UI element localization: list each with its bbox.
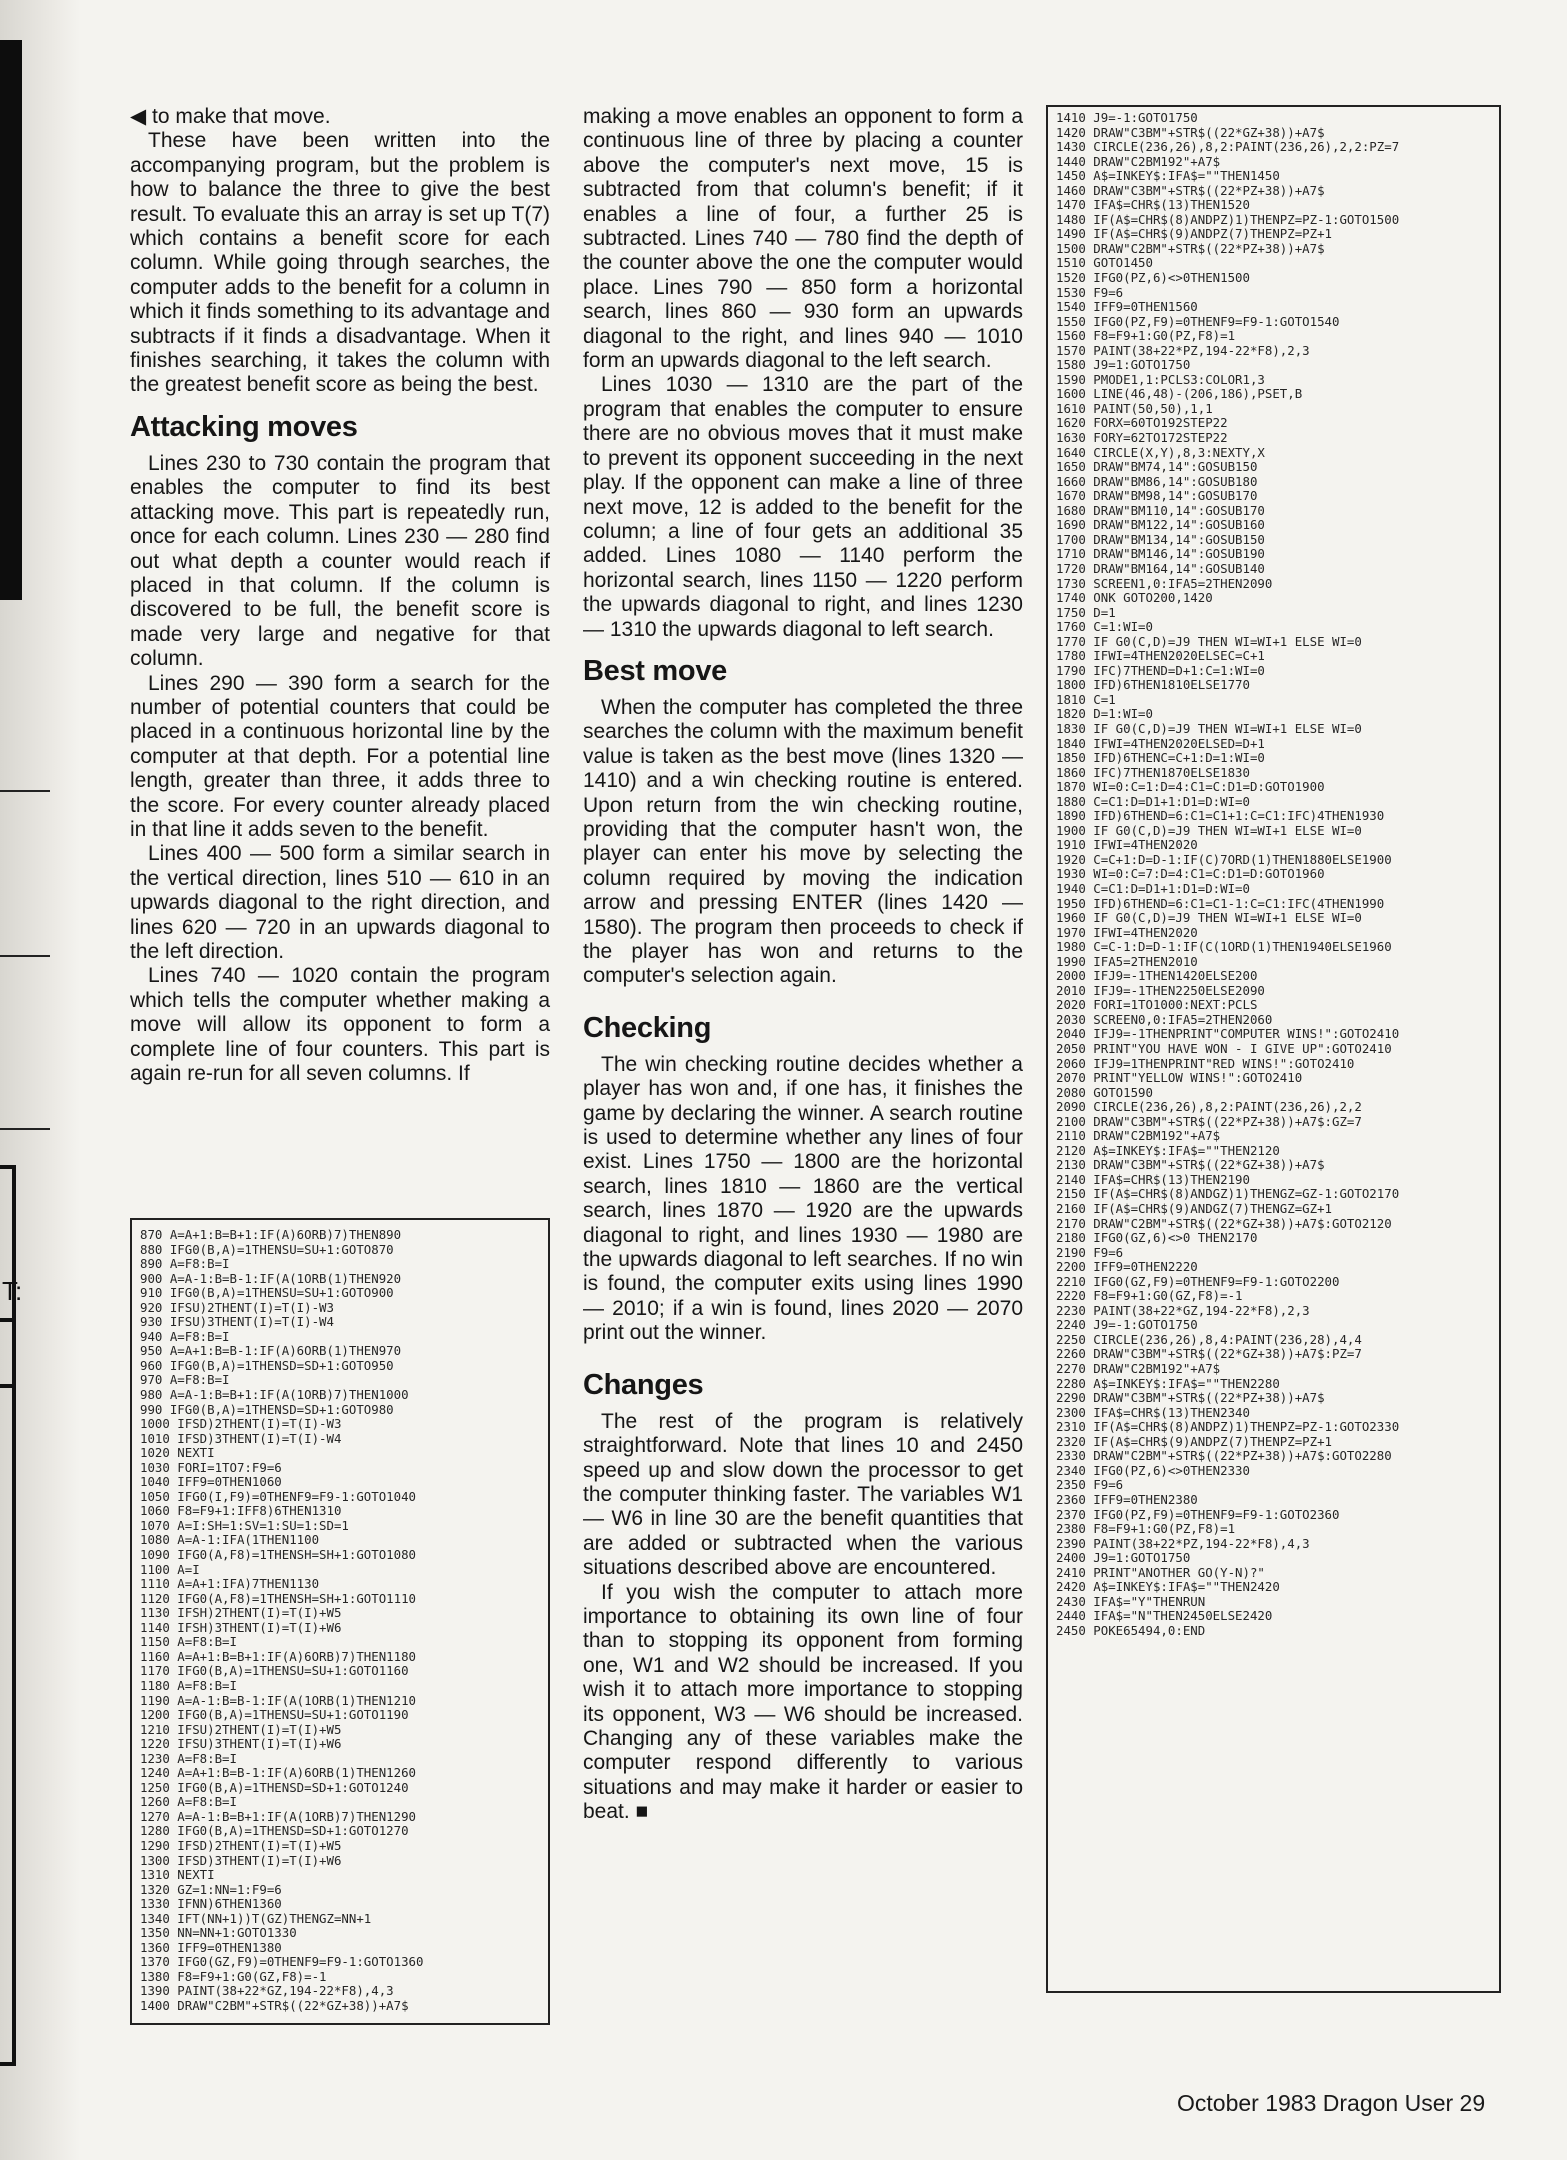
code-line: 1830 IF G0(C,D)=J9 THEN WI=WI+1 ELSE WI=0: [1056, 720, 1362, 736]
code-line: 1050 IFG0(I,F9)=0THENF9=F9-1:GOTO1040: [140, 1488, 417, 1504]
code-line: 1960 IF G0(C,D)=J9 THEN WI=WI+1 ELSE WI=0: [1056, 910, 1362, 926]
code-line: 1260 A=F8:B=I: [140, 1794, 237, 1810]
code-line: 950 A=A+1:B=B-1:IF(A)6ORB(1)THEN970: [140, 1343, 402, 1359]
code-line: 1840 IFWI=4THEN2020ELSED=D+1: [1056, 735, 1265, 751]
code-line: 2110 DRAW"C2BM192"+A7$: [1056, 1128, 1221, 1144]
body-paragraph: If you wish the computer to attach more importance to obtaining its own line of four than to stopping its opponent from forming one, W1 and W2 should be increased. If you wish it to attach more importance to stopping its opponent, W3 — W6 should be increased. Changing any of these variables make the computer respond differently to various situations and may make it harder or easier to beat. ■: [583, 1580, 1023, 1824]
code-line: 1150 A=F8:B=I: [140, 1634, 237, 1650]
code-line: 2040 IFJ9=-1THENPRINT"COMPUTER WINS!":GOTO2410: [1056, 1026, 1400, 1042]
body-paragraph: These have been written into the accompanying program, but the problem is how to balance the three to give the best result. To evaluate this an array is set up T(7) which contains a benefit score for each column. While going through searches, the computer adds to the benefit for a column in which it finds something to its advantage and subtracts if it finds a disadvantage. When it finishes searching, it takes the column with the greatest benefit score as being the best.: [130, 129, 550, 397]
code-line: 1470 IFA$=CHR$(13)THEN1520: [1056, 197, 1250, 213]
code-line: 2030 SCREEN0,0:IFA5=2THEN2060: [1056, 1011, 1273, 1027]
code-line: 2130 DRAW"C3BM"+STR$((22*GZ+38))+A7$: [1056, 1157, 1325, 1173]
code-line: 2260 DRAW"C3BM"+STR$((22*GZ+38))+A7$:PZ=7: [1056, 1346, 1362, 1362]
code-line: 1430 CIRCLE(236,26),8,2:PAINT(236,26),2,2:PZ=7: [1056, 139, 1400, 155]
code-listing-lines-2: [1056, 111, 1491, 1638]
code-line: 930 IFSU)3THENT(I)=T(I)-W4: [140, 1314, 334, 1330]
body-paragraph: Lines 1030 — 1310 are the part of the program that enables the computer to ensure there are no obvious moves that it must make to prevent its opponent succeeding in the next play. If the opponent can make a line of three next move, 12 is added to the benefit for the column; a line of four gets an additional 35 added. Lines 1080 — 1140 perform the horizontal search, lines 1150 — 1220 perform the upwards diagonal to right, and lines 1230 — 1310 the upwards diagonal to left search.: [583, 373, 1023, 641]
code-line: 2420 A$=INKEY$:IFA$=""THEN2420: [1056, 1579, 1280, 1595]
code-line: 1750 D=1: [1056, 604, 1116, 620]
code-line: 2380 F8=F9+1:G0(PZ,F8)=1: [1056, 1521, 1236, 1537]
code-line: 870 A=A+1:B=B+1:IF(A)6ORB)7)THEN890: [140, 1227, 402, 1242]
code-line: 1570 PAINT(38+22*PZ,194-22*F8),2,3: [1056, 342, 1310, 358]
code-line: 2330 DRAW"C2BM"+STR$((22*PZ+38))+A7$:GOTO2280: [1056, 1448, 1392, 1464]
code-line: 1200 IFG0(B,A)=1THENSU=SU+1:GOTO1190: [140, 1707, 409, 1723]
code-line: 2060 IFJ9=1THENPRINT"RED WINS!":GOTO2410: [1056, 1055, 1355, 1071]
article-column-1: [130, 105, 550, 1086]
code-line: 1730 SCREEN1,0:IFA5=2THEN2090: [1056, 575, 1273, 591]
code-line: 1910 IFWI=4THEN2020: [1056, 837, 1198, 853]
body-paragraph: making a move enables an opponent to form a continuous line of three by placing a counter above the computer's next move, 15 is subtracted from that column's benefit; if it enables a line of four, a further 25 is subtracted. Lines 740 — 780 find the depth of the counter above the one the computer would place. Lines 790 — 850 form a horizontal search, lines 860 — 930 form an upwards diagonal to the right, and lines 940 — 1010 form an upwards diagonal to the left search.: [583, 105, 1023, 373]
code-line: 890 A=F8:B=I: [140, 1256, 230, 1272]
code-line: 1410 J9=-1:GOTO1750: [1056, 110, 1198, 125]
code-listing-box-2: [1046, 105, 1501, 1993]
code-line: 1400 DRAW"C2BM"+STR$((22*GZ+38))+A7$: [140, 1997, 409, 2013]
code-line: 1420 DRAW"C3BM"+STR$((22*GZ+38))+A7$: [1056, 124, 1325, 140]
code-line: 2440 IFA$="N"THEN2450ELSE2420: [1056, 1608, 1273, 1624]
code-line: 2090 CIRCLE(236,26),8,2:PAINT(236,26),2,2: [1056, 1099, 1362, 1115]
code-line: 2180 IFG0(GZ,6)<>0 THEN2170: [1056, 1230, 1258, 1246]
section-heading-attacking-moves: Attacking moves: [130, 410, 358, 443]
code-line: 2240 J9=-1:GOTO1750: [1056, 1317, 1198, 1333]
code-line: 1970 IFWI=4THEN2020: [1056, 924, 1198, 940]
code-line: 1660 DRAW"BM86,14":GOSUB180: [1056, 473, 1258, 489]
code-line: 1770 IF G0(C,D)=J9 THEN WI=WI+1 ELSE WI=0: [1056, 633, 1362, 649]
code-line: 2350 F9=6: [1056, 1477, 1124, 1493]
code-line: 1010 IFSD)3THENT(I)=T(I)-W4: [140, 1430, 342, 1446]
code-line: 1440 DRAW"C2BM192"+A7$: [1056, 153, 1221, 169]
code-line: 1700 DRAW"BM134,14":GOSUB150: [1056, 531, 1265, 547]
code-line: 1620 FORX=60TO192STEP22: [1056, 415, 1228, 431]
code-line: 2450 POKE65494,0:END: [1056, 1622, 1206, 1638]
code-line: 1120 IFG0(A,F8)=1THENSH=SH+1:GOTO1110: [140, 1590, 417, 1606]
code-line: 1490 IF(A$=CHR$(9)ANDPZ(7)THENPZ=PZ+1: [1056, 226, 1333, 242]
code-line: 1070 A=I:SH=1:SV=1:SU=1:SD=1: [140, 1517, 349, 1533]
body-paragraph: Lines 740 — 1020 contain the program which tells the computer whether making a move will allow its opponent to form a complete line of four counters. This part is again re-run for all seven columns. If: [130, 964, 550, 1086]
code-line: 1760 C=1:WI=0: [1056, 619, 1153, 635]
body-paragraph: The win checking routine decides whether a player has won and, if one has, it finishes the game by declaring the winner. A search routine is used to determine whether any lines of four exist. Lines 1750 — 1800 are the horizontal search, lines 1810 — 1860 are the vertical search, lines 1870 — 1920 are the upwards diagonal to right, and lines 1930 — 1980 are the upwards diagonal to left searches. If no win is found, the computer exits using lines 1990 — 2010; if a win is found, lines 2020 — 2070 print out the winner.: [583, 1052, 1023, 1345]
body-paragraph: Lines 230 to 730 contain the program that enables the computer to find its best attacking move. This part is repeatedly run, once for each column. Lines 230 — 280 find out what depth a counter would reach if placed in that column. If the column is discovered to be full, the benefit score is made very large and negative for that column.: [130, 451, 550, 671]
code-line: 1740 ONK GOTO200,1420: [1056, 590, 1213, 606]
code-line: 1390 PAINT(38+22*GZ,194-22*F8),4,3: [140, 1983, 394, 1999]
code-line: 1580 J9=1:GOTO1750: [1056, 357, 1191, 373]
code-line: 2190 F9=6: [1056, 1244, 1124, 1260]
code-line: 1080 A=A-1:IFA(1THEN1100: [140, 1532, 320, 1548]
code-line: 2390 PAINT(38+22*PZ,194-22*F8),4,3: [1056, 1535, 1310, 1551]
code-line: 2270 DRAW"C2BM192"+A7$: [1056, 1361, 1221, 1377]
code-line: 1300 IFSD)3THENT(I)=T(I)+W6: [140, 1852, 342, 1868]
code-line: 1930 WI=0:C=7:D=4:C1=C:D1=D:GOTO1960: [1056, 866, 1325, 882]
code-line: 2280 A$=INKEY$:IFA$=""THEN2280: [1056, 1375, 1280, 1391]
code-line: 1790 IFC)7THEND=D+1:C=1:WI=0: [1056, 662, 1265, 678]
code-line: 1350 NN=NN+1:GOTO1330: [140, 1925, 297, 1941]
edge-letter: T:: [2, 1276, 23, 1306]
code-line: 2430 IFA$="Y"THENRUN: [1056, 1593, 1206, 1609]
code-line: 1130 IFSH)2THENT(I)=T(I)+W5: [140, 1605, 342, 1621]
code-line: 1610 PAINT(50,50),1,1: [1056, 400, 1213, 416]
page-footer: October 1983 Dragon User 29: [1177, 2090, 1486, 2116]
code-line: 1720 DRAW"BM164,14":GOSUB140: [1056, 560, 1265, 576]
body-paragraph: The rest of the program is relatively straightforward. Note that lines 10 and 2450 speed up and slow down the processor to get the computer thinking faster. The variables W1 — W6 in line 30 are the benefit quantities that are added or subtracted when the various situations described above are encountered.: [583, 1409, 1023, 1580]
code-line: 1980 C=C-1:D=D-1:IF(C(1ORD(1)THEN1940ELSE1960: [1056, 939, 1392, 955]
body-paragraph: When the computer has completed the three searches the column with the maximum benefit value is taken as the best move (lines 1320 — 1410) and a win checking routine is entered. Upon return from the win checking routine, providing that the computer hasn't won, the player can enter his move by selecting the column required by moving the indication arrow and pressing ENTER (lines 1420 —1580). The program then proceeds to check if the player has won and returns to the computer's selection again.: [583, 695, 1023, 988]
black-edge-tab: [0, 40, 22, 600]
code-line: 1190 A=A-1:B=B-1:IF(A(1ORB(1)THEN1210: [140, 1692, 417, 1708]
code-line: 1520 IFG0(PZ,6)<>0THEN1500: [1056, 270, 1250, 286]
code-line: 2140 IFA$=CHR$(13)THEN2190: [1056, 1171, 1250, 1187]
code-line: 2210 IFG0(GZ,F9)=0THENF9=F9-1:GOTO2200: [1056, 1273, 1340, 1289]
edge-rule: [0, 1128, 50, 1130]
code-line: 1560 F8=F9+1:G0(PZ,F8)=1: [1056, 328, 1236, 344]
code-line: 1590 PMODE1,1:PCLS3:COLOR1,3: [1056, 371, 1265, 387]
code-line: 2310 IF(A$=CHR$(8)ANDPZ)1)THENPZ=PZ-1:GOTO2330: [1056, 1419, 1400, 1435]
code-line: 2170 DRAW"C2BM"+STR$((22*GZ+38))+A7$:GOTO2120: [1056, 1215, 1392, 1231]
code-line: 2300 IFA$=CHR$(13)THEN2340: [1056, 1404, 1250, 1420]
code-line: 1690 DRAW"BM122,14":GOSUB160: [1056, 517, 1265, 533]
code-line: 2340 IFG0(PZ,6)<>0THEN2330: [1056, 1462, 1250, 1478]
code-line: 1210 IFSU)2THENT(I)=T(I)+W5: [140, 1721, 342, 1737]
code-line: 990 IFG0(B,A)=1THENSD=SD+1:GOTO980: [140, 1401, 394, 1417]
code-line: 2120 A$=INKEY$:IFA$=""THEN2120: [1056, 1142, 1280, 1158]
code-line: 1250 IFG0(B,A)=1THENSD=SD+1:GOTO1240: [140, 1779, 409, 1795]
code-line: 1380 F8=F9+1:G0(GZ,F8)=-1: [140, 1968, 327, 1984]
edge-rule: [0, 955, 50, 957]
code-line: 1020 NEXTI: [140, 1445, 215, 1461]
code-line: 920 IFSU)2THENT(I)=T(I)-W3: [140, 1299, 334, 1315]
code-line: 1320 GZ=1:NN=1:F9=6: [140, 1881, 282, 1897]
code-line: 1530 F9=6: [1056, 284, 1124, 300]
code-line: 1230 A=F8:B=I: [140, 1750, 237, 1766]
code-line: 1990 IFA5=2THEN2010: [1056, 953, 1198, 969]
code-line: 1040 IFF9=0THEN1060: [140, 1474, 282, 1490]
code-line: 1030 FORI=1TO7:F9=6: [140, 1459, 282, 1475]
code-line: 1950 IFD)6THEND=6:C1=C1-1:C=C1:IFC(4THEN1990: [1056, 895, 1385, 911]
code-line: 1860 IFC)7THEN1870ELSE1830: [1056, 764, 1250, 780]
code-line: 1060 F8=F9+1:IFF8)6THEN1310: [140, 1503, 342, 1519]
code-line: 1330 IFNN)6THEN1360: [140, 1896, 282, 1912]
code-line: 1340 IFT(NN+1))T(GZ)THENGZ=NN+1: [140, 1910, 372, 1926]
code-line: 1670 DRAW"BM98,14":GOSUB170: [1056, 488, 1258, 504]
code-line: 2250 CIRCLE(236,26),8,4:PAINT(236,28),4,4: [1056, 1331, 1362, 1347]
code-line: 2050 PRINT"YOU HAVE WON - I GIVE UP":GOTO2410: [1056, 1041, 1392, 1056]
code-line: 2020 FORI=1TO1000:NEXT:PCLS: [1056, 997, 1258, 1013]
code-line: 2290 DRAW"C3BM"+STR$((22*PZ+38))+A7$: [1056, 1390, 1325, 1406]
code-line: 2200 IFF9=0THEN2220: [1056, 1259, 1198, 1275]
code-line: 1090 IFG0(A,F8)=1THENSH=SH+1:GOTO1080: [140, 1547, 417, 1563]
code-line: 1270 A=A-1:B=B+1:IF(A(1ORB)7)THEN1290: [140, 1808, 417, 1824]
code-line: 2000 IFJ9=-1THEN1420ELSE200: [1056, 968, 1258, 984]
code-line: 1630 FORY=62TO172STEP22: [1056, 430, 1228, 446]
code-line: 1900 IF G0(C,D)=J9 THEN WI=WI+1 ELSE WI=0: [1056, 822, 1362, 838]
code-line: 1170 IFG0(B,A)=1THENSU=SU+1:GOTO1160: [140, 1663, 409, 1679]
code-line: 1500 DRAW"C2BM"+STR$((22*PZ+38))+A7$: [1056, 240, 1325, 256]
code-line: 1220 IFSU)3THENT(I)=T(I)+W6: [140, 1736, 342, 1752]
code-line: 2400 J9=1:GOTO1750: [1056, 1550, 1191, 1566]
code-line: 1870 WI=0:C=1:D=4:C1=C:D1=D:GOTO1900: [1056, 779, 1325, 795]
edge-bracket: [0, 1318, 16, 2066]
code-line: 1460 DRAW"C3BM"+STR$((22*PZ+38))+A7$: [1056, 182, 1325, 198]
code-line: 2220 F8=F9+1:G0(GZ,F8)=-1: [1056, 1288, 1243, 1304]
code-line: 1640 CIRCLE(X,Y),8,3:NEXTY,X: [1056, 444, 1265, 460]
body-paragraph: Lines 290 — 390 form a search for the number of potential counters that could be placed in a continuous horizontal line by the computer at that depth. For a potential line length, greater than three, it adds three to the score. For every counter already placed in that line it adds seven to the benefit.: [130, 671, 550, 841]
code-line: 900 A=A-1:B=B-1:IF(A(1ORB(1)THEN920: [140, 1270, 402, 1286]
code-line: 2160 IF(A$=CHR$(9)ANDGZ(7)THENGZ=GZ+1: [1056, 1201, 1333, 1217]
section-heading-changes: Changes: [583, 1368, 704, 1401]
code-line: 2080 GOTO1590: [1056, 1084, 1153, 1100]
code-line: 1940 C=C1:D=D1+1:D1=D:WI=0: [1056, 880, 1250, 896]
code-line: 1370 IFG0(GZ,F9)=0THENF9=F9-1:GOTO1360: [140, 1954, 424, 1970]
code-line: 2150 IF(A$=CHR$(8)ANDGZ)1)THENGZ=GZ-1:GOTO2170: [1056, 1186, 1400, 1202]
code-line: 1360 IFF9=0THEN1380: [140, 1939, 282, 1955]
code-line: 1820 D=1:WI=0: [1056, 706, 1153, 722]
code-line: 2370 IFG0(PZ,F9)=0THENF9=F9-1:GOTO2360: [1056, 1506, 1340, 1522]
code-line: 1310 NEXTI: [140, 1867, 215, 1883]
code-line: 1920 C=C+1:D=D-1:IF(C)7ORD(1)THEN1880ELSE1900: [1056, 851, 1392, 867]
code-line: 1480 IF(A$=CHR$(8)ANDPZ)1)THENPZ=PZ-1:GOTO1500: [1056, 211, 1400, 227]
code-line: 2100 DRAW"C3BM"+STR$((22*PZ+38))+A7$:GZ=7: [1056, 1113, 1362, 1129]
code-line: 1880 C=C1:D=D1+1:D1=D:WI=0: [1056, 793, 1250, 809]
code-line: 910 IFG0(B,A)=1THENSU=SU+1:GOTO900: [140, 1285, 394, 1301]
code-line: 2230 PAINT(38+22*GZ,194-22*F8),2,3: [1056, 1302, 1310, 1318]
code-line: 1600 LINE(46,48)-(206,186),PSET,B: [1056, 386, 1303, 402]
code-line: 2070 PRINT"YELLOW WINS!":GOTO2410: [1056, 1070, 1303, 1086]
code-line: 980 A=A-1:B=B+1:IF(A(1ORB)7)THEN1000: [140, 1387, 409, 1403]
code-line: 880 IFG0(B,A)=1THENSU=SU+1:GOTO870: [140, 1241, 394, 1257]
section-heading-checking: Checking: [583, 1011, 712, 1044]
code-line: 1780 IFWI=4THEN2020ELSEC=C+1: [1056, 648, 1265, 664]
code-line: 960 IFG0(B,A)=1THENSD=SD+1:GOTO950: [140, 1357, 394, 1373]
code-listing-box-1: [130, 1218, 550, 2025]
code-line: 1540 IFF9=0THEN1560: [1056, 299, 1198, 315]
code-line: 1890 IFD)6THEND=6:C1=C1+1:C=C1:IFC)4THEN1930: [1056, 808, 1385, 824]
code-line: 1650 DRAW"BM74,14":GOSUB150: [1056, 459, 1258, 475]
body-paragraph: Lines 400 — 500 form a similar search in the vertical direction, lines 510 — 610 in an upwards diagonal to the right direction, and lines 620 — 720 in an upwards diagonal to the left direction.: [130, 842, 550, 963]
edge-rule: [0, 790, 50, 792]
code-line: 1180 A=F8:B=I: [140, 1677, 237, 1693]
code-line: 2010 IFJ9=-1THEN2250ELSE2090: [1056, 982, 1265, 998]
code-line: 1710 DRAW"BM146,14":GOSUB190: [1056, 546, 1265, 562]
code-line: 1680 DRAW"BM110,14":GOSUB170: [1056, 502, 1265, 518]
code-line: 1110 A=A+1:IFA)7THEN1130: [140, 1576, 320, 1592]
code-line: 1100 A=I: [140, 1561, 200, 1577]
code-line: 1800 IFD)6THEN1810ELSE1770: [1056, 677, 1250, 693]
body-paragraph: ◀ to make that move.: [130, 105, 331, 128]
code-line: 1550 IFG0(PZ,F9)=0THENF9=F9-1:GOTO1540: [1056, 313, 1340, 329]
code-line: 1290 IFSD)2THENT(I)=T(I)+W5: [140, 1837, 342, 1853]
code-line: 1240 A=A+1:B=B-1:IF(A)6ORB(1)THEN1260: [140, 1765, 417, 1781]
code-line: 2410 PRINT"ANOTHER GO(Y-N)?": [1056, 1564, 1265, 1580]
code-line: 1000 IFSD)2THENT(I)=T(I)-W3: [140, 1416, 342, 1432]
code-line: 940 A=F8:B=I: [140, 1328, 230, 1344]
code-line: 1140 IFSH)3THENT(I)=T(I)+W6: [140, 1619, 342, 1635]
article-column-2: [583, 105, 1023, 1825]
section-heading-best-move: Best move: [583, 654, 727, 687]
code-line: 1810 C=1: [1056, 691, 1116, 707]
code-line: 1450 A$=INKEY$:IFA$=""THEN1450: [1056, 168, 1280, 184]
code-line: 2360 IFF9=0THEN2380: [1056, 1491, 1198, 1507]
code-line: 1850 IFD)6THENC=C+1:D=1:WI=0: [1056, 750, 1265, 766]
code-listing-lines-1: [140, 1228, 540, 2014]
code-line: 1160 A=A+1:B=B+1:IF(A)6ORB)7)THEN1180: [140, 1648, 417, 1664]
code-line: 1510 GOTO1450: [1056, 255, 1153, 271]
code-line: 1280 IFG0(B,A)=1THENSD=SD+1:GOTO1270: [140, 1823, 409, 1839]
code-line: 2320 IF(A$=CHR$(9)ANDPZ(7)THENPZ=PZ+1: [1056, 1433, 1333, 1449]
code-line: 970 A=F8:B=I: [140, 1372, 230, 1388]
